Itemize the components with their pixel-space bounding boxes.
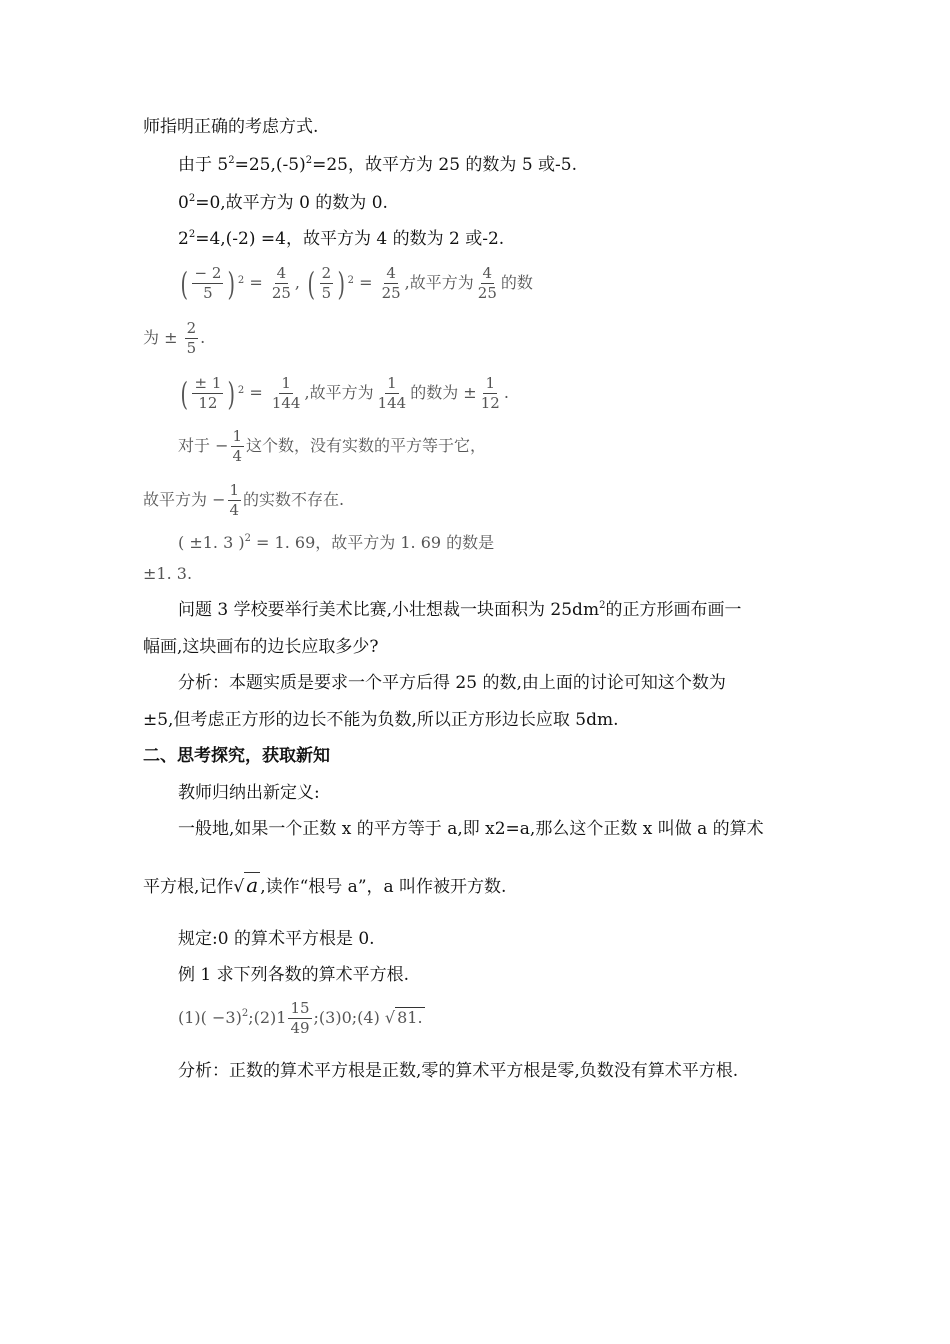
text-seg: ,读作“根号 a”，a 叫作被开方数. [260,877,507,897]
text-seg: 0 [178,193,189,213]
right-paren: ) [227,374,236,413]
text-seg: = 1. 69，故平方为 1. 69 的数是 [250,533,495,552]
text-seg: 由于 5 [178,155,229,175]
fraction [479,374,502,413]
fraction [185,319,199,358]
denominator: 25 [381,284,401,302]
numerator: 4 [482,264,493,282]
text-seg: 对于 − [178,436,229,455]
denominator: 144 [377,394,407,412]
math-line-5: ( $\frac{- 2}{5}$ ) 2 = $\frac{4}{25}$ , ( $\frac{2}{5}$ ) 2 = $\frac{4}{25}$ ,故平方为 $\frac{4}{25}$ 的数 [178,262,533,304]
text-seg: (1)( −3) [178,1008,242,1027]
text-line-14: 分析：本题实质是要求一个平方后得 25 的数,由上面的讨论可知这个数为 [178,673,726,693]
math-line-22 [178,998,425,1038]
denominator: 4 [232,447,243,465]
radicand: 81. [397,1008,423,1027]
text-seg: =25,(-5) [234,155,306,175]
denominator: 49 [290,1019,310,1037]
superscript: 2 [599,600,606,611]
text-line-20: 规定:0 的算术平方根是 0. [178,929,375,949]
left-paren: ( [180,264,188,303]
denominator: 5 [321,284,332,302]
fraction [192,264,223,303]
text-seg: =0,故平方为 0 的数为 0. [195,193,388,213]
text-seg: 2 [178,229,189,249]
sqrt-a: √ a [233,873,259,897]
fraction [270,264,293,303]
superscript: 2 [188,229,196,240]
sqrt-81: √ 81. [384,1008,423,1027]
denominator: 25 [477,284,497,302]
math-line-11: ±1. 3. [143,564,193,583]
math-line-8 [178,426,486,466]
text-seg: 的数为 ± [410,383,477,402]
text-seg: 的实数不存在. [243,490,345,509]
text-line-4 [178,228,504,250]
superscript: 2 [241,1008,249,1019]
text-line-15: ±5,但考虑正方形的边长不能为负数,所以正方形边长应取 5dm. [143,710,619,730]
text-line-19 [143,870,506,902]
fraction [192,374,223,413]
fraction [288,999,311,1038]
text-line-23: 分析：正数的算术平方根是正数,零的算术平方根是零,负数没有算术平方根. [178,1061,739,1081]
numerator: 1 [281,374,291,392]
equals: = [249,273,263,292]
math-line-6: 为 ± $\frac{2}{5}$ . [143,319,206,357]
denominator: 25 [271,284,291,302]
superscript: 2 [228,155,235,166]
text-line-13: 幅画,这块画布的边长应取多少? [143,637,379,657]
text-seg: 故平方为 − [143,490,226,509]
fraction [380,264,403,303]
section-heading: 二、思考探究，获取新知 [143,746,330,766]
superscript: 2 [188,193,196,204]
text-seg: 的正方形画布画一 [605,600,742,620]
denominator: 5 [203,284,213,302]
denominator: 5 [186,339,197,357]
text-line-18: 一般地,如果一个正数 x 的平方等于 a,即 x2=a,那么这个正数 x 叫做 a 的算术 [178,819,764,839]
right-paren: ) [337,264,346,303]
numerator: 2 [186,319,197,337]
numerator: 15 [290,999,310,1017]
denominator: 144 [271,394,301,412]
numerator: − 2 [194,264,222,282]
text-seg: ;(2)1 [248,1008,287,1027]
numerator: 1 [229,481,240,499]
text-seg: 的数 [500,273,533,292]
text-seg: 平方根,记作 [143,877,234,897]
math-line-10 [178,532,494,554]
text-line-17: 教师归纳出新定义: [178,783,320,803]
text-line-1: 师指明正确的考虑方式. [143,117,319,137]
superscript: 2 [244,533,251,544]
fraction [320,264,334,303]
fraction [270,374,303,413]
numerator: 4 [386,264,396,282]
text-seg: 问题 3 学校要举行美术比赛,小壮想裁一块面积为 25dm [178,600,600,620]
fraction [376,374,409,413]
text-seg: 故平方为 [409,273,474,292]
superscript: 2 [237,385,245,396]
text-line-12 [178,599,741,621]
right-paren: ) [227,264,236,303]
equals: = [359,273,373,292]
denominator: 12 [198,394,218,412]
numerator: 1 [485,374,496,392]
numerator: 2 [321,264,332,282]
superscript: 2 [237,275,245,286]
math-line-7: ( $\frac{\pm 1}{12}$ ) 2 = $\frac{1}{144}$ ,故平方为 $\frac{1}{144}$ 的数为 ± $\frac{1}{12}$ . [178,372,509,414]
fraction [228,481,242,520]
text-line-3 [178,192,388,214]
numerator: 1 [387,374,397,392]
denominator: 4 [229,501,240,519]
text-seg: =25，故平方为 25 的数为 5 或-5. [312,155,577,175]
numerator: ± 1 [194,374,222,392]
text-seg: ( ±1. 3 ) [178,533,245,552]
left-paren: ( [307,264,316,303]
numerator: 1 [232,427,243,445]
superscript: 2 [347,275,354,286]
text-line-21: 例 1 求下列各数的算术平方根. [178,965,410,985]
denominator: 12 [480,394,500,412]
numerator: 4 [276,264,287,282]
text-seg: ;(3)0;(4) [313,1008,380,1027]
text-seg: =4,(-2) =4，故平方为 4 的数为 2 或-2. [195,229,505,249]
equals: = [249,383,263,402]
radicand: a [246,873,259,897]
text-seg: 故平方为 [309,383,374,402]
math-line-9 [143,480,344,520]
text-seg: 为 ± [143,328,178,347]
fraction [476,264,499,303]
fraction [231,427,245,466]
text-line-2 [178,154,577,176]
superscript: 2 [305,155,313,166]
text-seg: 这个数，没有实数的平方等于它， [246,436,487,455]
left-paren: ( [180,374,188,413]
